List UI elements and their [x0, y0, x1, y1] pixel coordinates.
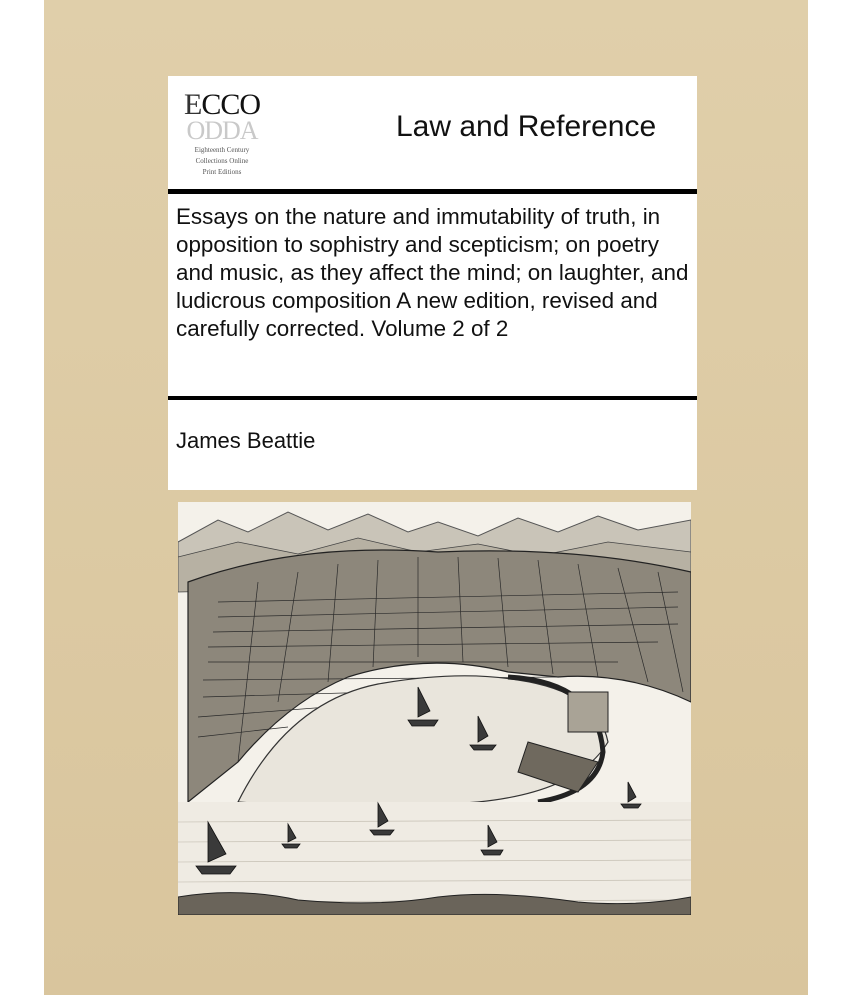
book-title: Essays on the nature and immutability of truth, in opposition to sophistry and scepticism; on poetry and music, as they affect the mind; on laughter, and ludicrous composition A new edition, revised and carefully corrected. Volume 2 of 2: [176, 204, 689, 341]
series-title: Law and Reference: [396, 110, 657, 143]
title-panel: [168, 194, 697, 396]
author-panel: [168, 400, 697, 490]
harbor-city-engraving: [178, 502, 691, 915]
logo-caption-2: Collections Online: [195, 157, 249, 165]
ecco-logo: ECCO ODDA Eighteenth Century Collections Online Print Editions: [183, 88, 260, 176]
book-author: James Beattie: [176, 428, 316, 453]
logo-caption-1: Eighteenth Century: [194, 146, 250, 154]
header-panel: [168, 76, 697, 190]
cover-engraving: [178, 502, 691, 915]
logo-caption-3: Print Editions: [202, 168, 242, 176]
